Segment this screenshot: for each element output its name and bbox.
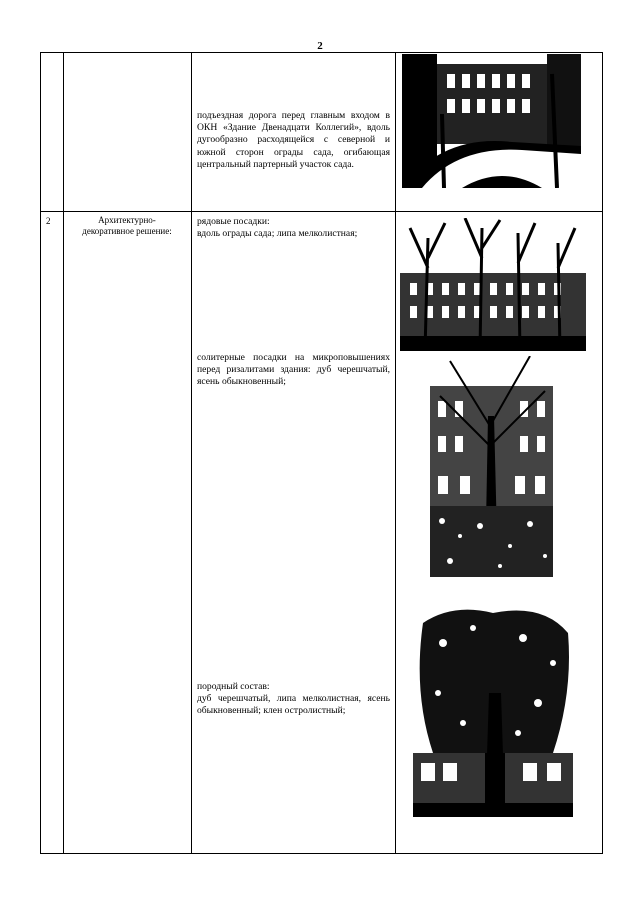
solitary-tree-photo — [430, 356, 553, 577]
row-title — [68, 215, 186, 237]
page-number: 2 — [317, 40, 323, 52]
species-text: дуб черешчатый, липа мелколистная, ясень обыкновенный; клен остролистный; — [197, 693, 390, 717]
tree-canopy-photo — [413, 603, 573, 817]
column-divider-1 — [63, 52, 64, 854]
row-number: 2 — [46, 216, 51, 226]
row-plantings-text: вдоль ограды сада; липа мелколистная; — [197, 228, 358, 239]
column-divider-3 — [395, 52, 396, 854]
table-left-border — [40, 52, 41, 854]
tree-row-photo — [400, 218, 586, 351]
solitary-plantings-text: солитерные посадки на микроповышениях перед ризалитами здания: дуб черешчатый, ясень обыкновенный; — [197, 352, 390, 388]
row-title-line1: Архитектурно- — [98, 215, 156, 225]
species-heading: породный состав: — [197, 681, 270, 692]
table-bottom-border — [40, 853, 603, 854]
row-plantings-heading: рядовые посадки: — [197, 216, 270, 227]
building-road-photo — [402, 54, 581, 188]
row-divider — [40, 211, 603, 212]
access-road-description: подъездная дорога перед главным входом в ОКН «Здание Двенадцати Коллегий», вдоль дугообразно расходящейся с северной и южной сторон ограды сада, огибающая центральный партерный участок сада. — [197, 110, 390, 170]
table-right-border — [602, 52, 603, 854]
row-title-line2: декоративное решение: — [82, 226, 172, 236]
table-top-border — [40, 52, 603, 53]
column-divider-2 — [191, 52, 192, 854]
